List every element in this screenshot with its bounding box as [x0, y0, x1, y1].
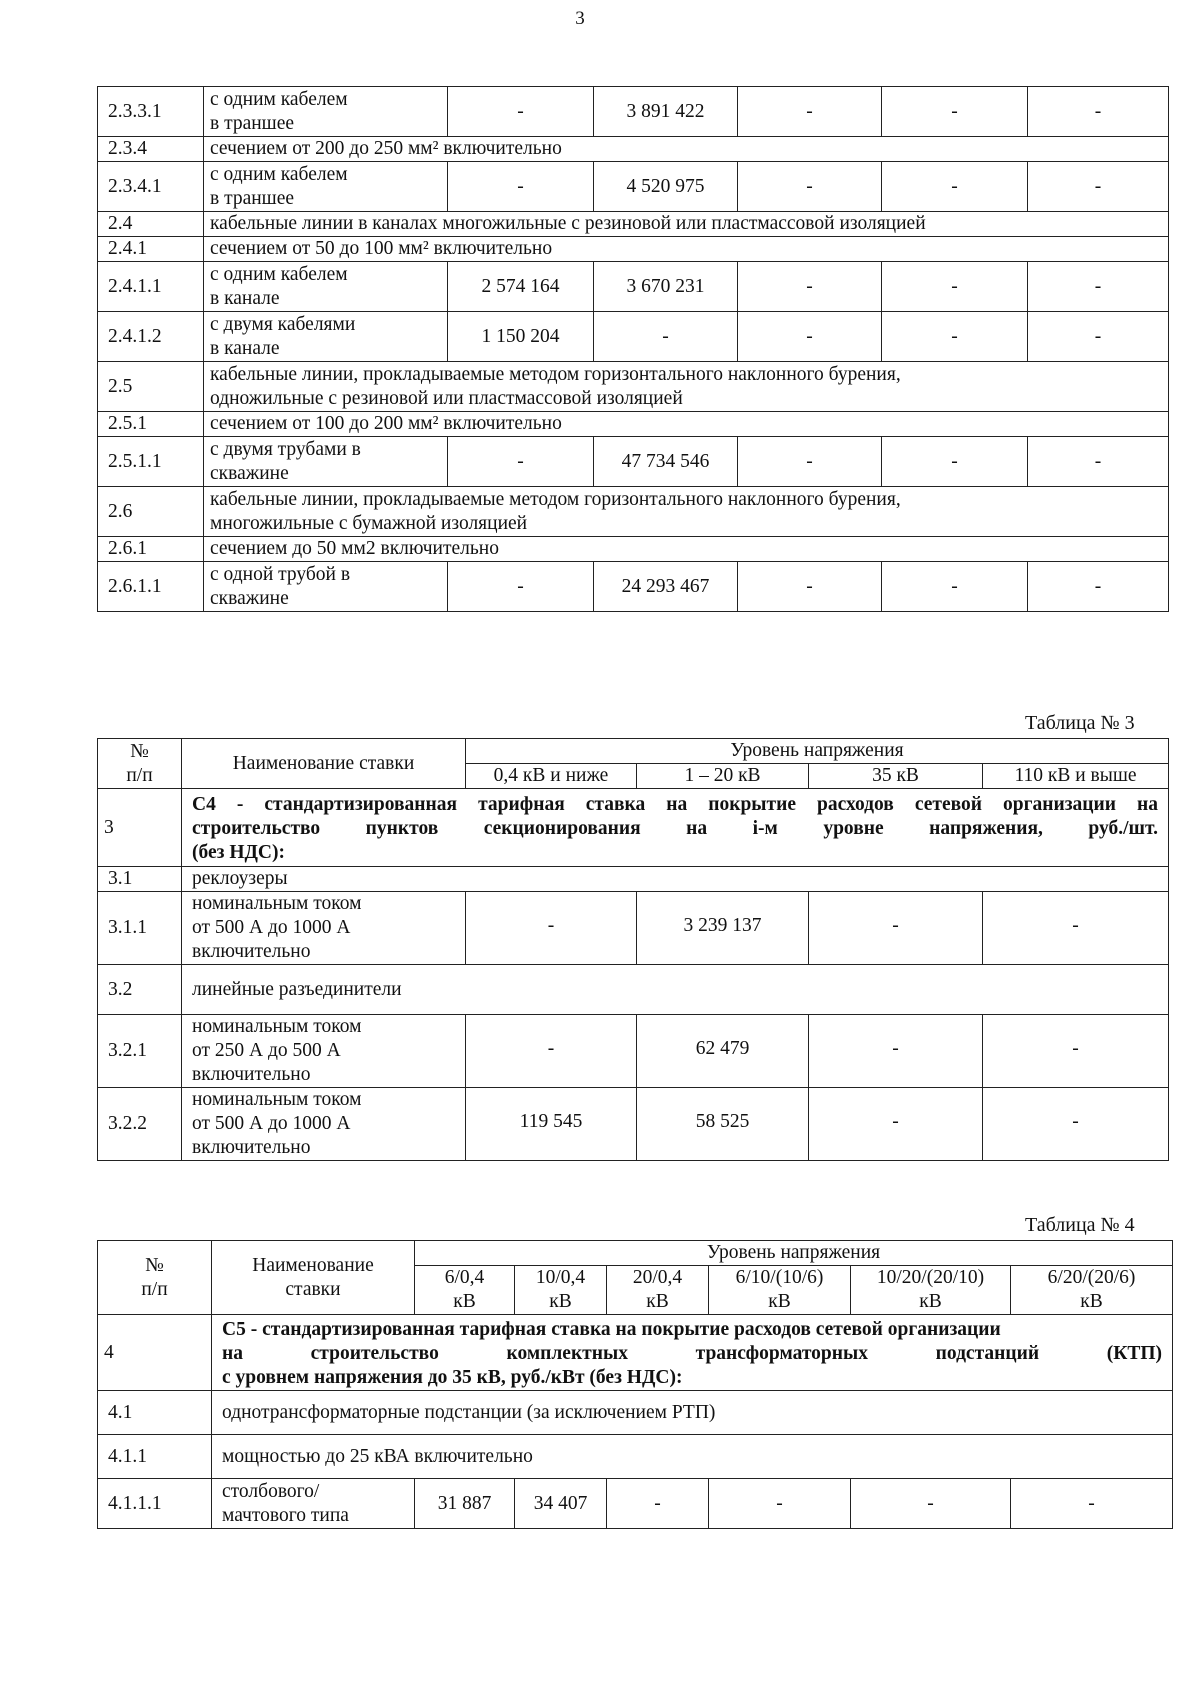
row-section-title: мощностью до 25 кВА включительно: [212, 1435, 1173, 1479]
header-num: [98, 739, 182, 789]
section-num: 3: [98, 789, 182, 867]
row-name-line: столбового/: [222, 1480, 320, 1502]
row-name-line: включительно: [192, 941, 311, 962]
table-3-header-row-1: [98, 739, 1169, 764]
row-name-line: в канале: [210, 337, 280, 359]
row-section-title: сечением до 50 мм2 включительно: [204, 537, 1169, 562]
row-name-line: включительно: [192, 1064, 311, 1085]
header-level-unit: кВ: [919, 1291, 942, 1312]
row-section-title: сечением от 200 до 250 мм² включительно: [204, 137, 1169, 162]
row-value: 3 891 422: [594, 87, 738, 137]
header-name: [212, 1241, 415, 1315]
header-level: [415, 1266, 515, 1315]
table-row: [98, 137, 1169, 162]
section-title: [182, 789, 1169, 867]
row-value: -: [882, 262, 1028, 312]
row-number: 2.3.4.1: [98, 162, 204, 212]
table-3-section-row: [98, 789, 1169, 867]
row-section-line: многожильные с бумажной изоляцией: [210, 512, 528, 534]
header-level: [851, 1266, 1011, 1315]
table-4: [97, 1240, 1173, 1529]
row-name: [204, 162, 448, 212]
header-num-label: п/п: [126, 764, 153, 786]
header-level-unit: кВ: [768, 1291, 791, 1312]
table-row: [98, 1391, 1173, 1435]
row-number: 2.6.1.1: [98, 562, 204, 612]
row-value: 24 293 467: [594, 562, 738, 612]
row-value: -: [1028, 562, 1169, 612]
row-name-line: с двумя кабелями: [210, 313, 356, 335]
row-value: -: [738, 262, 882, 312]
row-number: 2.6.1: [98, 537, 204, 562]
table-row: [98, 1435, 1173, 1479]
row-name-line: номинальным током: [192, 1016, 362, 1037]
row-value: -: [882, 562, 1028, 612]
row-value: -: [983, 1088, 1169, 1161]
table-row: [98, 162, 1169, 212]
row-value: 47 734 546: [594, 437, 738, 487]
row-section-line: одножильные с резиновой или пластмассовой изоляцией: [210, 387, 683, 409]
table-row: [98, 212, 1169, 237]
row-number: 3.2.2: [98, 1088, 182, 1161]
header-level-value: 20/0,4: [632, 1267, 683, 1288]
row-value: -: [466, 1015, 637, 1088]
row-value: -: [738, 162, 882, 212]
row-value: -: [983, 892, 1169, 965]
header-level-unit: кВ: [549, 1291, 572, 1312]
row-number: 2.6: [98, 487, 204, 537]
row-number: 2.3.3.1: [98, 87, 204, 137]
row-name-line: от 250 А до 500 А: [192, 1040, 341, 1061]
row-value: -: [882, 437, 1028, 487]
row-section-line: кабельные линии, прокладываемые методом горизонтального наклонного бурения,: [210, 363, 901, 385]
row-value: -: [1028, 437, 1169, 487]
section-title-line: С4 - стандартизированная тарифная ставка на покрытие расходов сетевой организации на: [192, 793, 1158, 815]
row-name-line: с двумя трубами в: [210, 438, 361, 460]
row-value: -: [448, 562, 594, 612]
section-num: 4: [98, 1315, 212, 1391]
row-value: -: [1028, 262, 1169, 312]
row-name-line: номинальным током: [192, 1089, 362, 1110]
row-name-line: скважине: [210, 587, 289, 609]
row-section-title: [204, 487, 1169, 537]
row-value: 34 407: [515, 1479, 607, 1529]
table-4-section-row: [98, 1315, 1173, 1391]
row-name-line: с одной трубой в: [210, 563, 351, 585]
row-value: 31 887: [415, 1479, 515, 1529]
header-level: 35 кВ: [809, 764, 983, 789]
row-value: -: [1028, 87, 1169, 137]
row-number: 2.4.1: [98, 237, 204, 262]
table-row: [98, 1015, 1169, 1088]
row-section-title: [204, 362, 1169, 412]
section-title-line: С5 - стандартизированная тарифная ставка на покрытие расходов сетевой организации: [222, 1318, 1001, 1340]
row-value: -: [882, 312, 1028, 362]
header-voltage-group: Уровень напряжения: [415, 1241, 1173, 1266]
row-number: 3.2: [98, 965, 182, 1015]
table-row: [98, 867, 1169, 892]
row-number: 2.4.1.2: [98, 312, 204, 362]
row-value: -: [738, 87, 882, 137]
row-section-line: кабельные линии, прокладываемые методом горизонтального наклонного бурения,: [210, 488, 901, 510]
header-level: [709, 1266, 851, 1315]
header-name-line: ставки: [285, 1278, 341, 1300]
table-3-caption: Таблица № 3: [1025, 712, 1135, 734]
table-row: [98, 312, 1169, 362]
row-name: [212, 1479, 415, 1529]
table-row: [98, 487, 1169, 537]
row-name: [204, 87, 448, 137]
table-row: [98, 892, 1169, 965]
table-row: [98, 87, 1169, 137]
header-level: 110 кВ и выше: [983, 764, 1169, 789]
row-name: [182, 1088, 466, 1161]
row-number: 3.1.1: [98, 892, 182, 965]
row-name: [182, 892, 466, 965]
row-number: 3.1: [98, 867, 182, 892]
table-4-caption: Таблица № 4: [1025, 1214, 1135, 1236]
row-name-line: в траншее: [210, 187, 295, 209]
row-name-line: от 500 А до 1000 А: [192, 1113, 351, 1134]
row-value: 119 545: [466, 1088, 637, 1161]
table-row: [98, 1088, 1169, 1161]
row-name-line: мачтового типа: [222, 1504, 349, 1526]
row-value: -: [594, 312, 738, 362]
header-name-line: Наименование: [252, 1254, 374, 1276]
row-name-line: с одним кабелем: [210, 263, 348, 285]
section-title-line: на строительство комплектных трансформаторных подстанций (КТП): [222, 1342, 1163, 1364]
header-level: [607, 1266, 709, 1315]
table-row: [98, 1479, 1173, 1529]
header-name: Наименование ставки: [182, 739, 466, 789]
row-number: 2.5: [98, 362, 204, 412]
row-name-line: включительно: [192, 1137, 311, 1158]
header-level: 0,4 кВ и ниже: [466, 764, 637, 789]
row-name: [204, 562, 448, 612]
row-value: 3 670 231: [594, 262, 738, 312]
row-value: -: [738, 312, 882, 362]
row-value: -: [809, 1015, 983, 1088]
row-number: 2.4: [98, 212, 204, 237]
row-name-line: номинальным током: [192, 893, 362, 914]
header-level-value: 6/10/(10/6): [735, 1267, 824, 1288]
header-level: [515, 1266, 607, 1315]
row-value: -: [851, 1479, 1011, 1529]
row-number: 2.3.4: [98, 137, 204, 162]
row-number: 2.5.1.1: [98, 437, 204, 487]
row-name-line: в канале: [210, 287, 280, 309]
row-value: -: [466, 892, 637, 965]
row-value: -: [709, 1479, 851, 1529]
row-value: 1 150 204: [448, 312, 594, 362]
header-level-unit: кВ: [646, 1291, 669, 1312]
row-name-line: скважине: [210, 462, 289, 484]
row-value: -: [448, 87, 594, 137]
row-name: [204, 262, 448, 312]
row-section-title: реклоузеры: [182, 867, 1169, 892]
header-level-value: 10/0,4: [535, 1267, 586, 1288]
row-value: -: [448, 162, 594, 212]
row-value: -: [809, 892, 983, 965]
row-section-title: сечением от 100 до 200 мм² включительно: [204, 412, 1169, 437]
header-num-label: п/п: [141, 1278, 168, 1300]
row-name-line: с одним кабелем: [210, 88, 348, 110]
table-row: [98, 537, 1169, 562]
table-row: [98, 262, 1169, 312]
table-3: [97, 738, 1169, 1161]
table-row: [98, 362, 1169, 412]
row-value: 62 479: [637, 1015, 809, 1088]
section-title-line: (без НДС):: [192, 841, 286, 863]
header-voltage-group: Уровень напряжения: [466, 739, 1169, 764]
header-num: [98, 1241, 212, 1315]
table-row: [98, 237, 1169, 262]
row-value: -: [607, 1479, 709, 1529]
row-name-line: от 500 А до 1000 А: [192, 917, 351, 938]
table-row: [98, 437, 1169, 487]
section-title-line: строительство пунктов секционирования на i-м уровне напряжения, руб./шт.: [192, 817, 1158, 839]
header-level: [1011, 1266, 1173, 1315]
section-title: [212, 1315, 1173, 1391]
header-level-value: 6/20/(20/6): [1047, 1267, 1136, 1288]
row-section-title: кабельные линии в каналах многожильные с резиновой или пластмассовой изоляцией: [204, 212, 1169, 237]
row-value: 58 525: [637, 1088, 809, 1161]
row-name: [204, 312, 448, 362]
row-name-line: в траншее: [210, 112, 295, 134]
header-level-value: 6/0,4: [444, 1267, 485, 1288]
row-name: [204, 437, 448, 487]
header-level-unit: кВ: [453, 1291, 476, 1312]
row-value: -: [738, 562, 882, 612]
row-name-line: с одним кабелем: [210, 163, 348, 185]
row-number: 3.2.1: [98, 1015, 182, 1088]
header-level-unit: кВ: [1080, 1291, 1103, 1312]
header-num-symbol: №: [130, 740, 149, 762]
row-number: 4.1.1: [98, 1435, 212, 1479]
row-number: 2.5.1: [98, 412, 204, 437]
row-value: -: [809, 1088, 983, 1161]
table-row: [98, 562, 1169, 612]
row-value: -: [738, 437, 882, 487]
row-value: -: [1011, 1479, 1173, 1529]
row-value: -: [448, 437, 594, 487]
row-section-title: линейные разъединители: [182, 965, 1169, 1015]
table-2-continuation: [97, 86, 1169, 612]
row-value: -: [983, 1015, 1169, 1088]
row-value: 4 520 975: [594, 162, 738, 212]
table-row: [98, 412, 1169, 437]
row-number: 2.4.1.1: [98, 262, 204, 312]
table-4-header-row-1: [98, 1241, 1173, 1266]
row-value: -: [882, 87, 1028, 137]
row-value: 2 574 164: [448, 262, 594, 312]
header-num-symbol: №: [145, 1254, 164, 1276]
header-level: 1 – 20 кВ: [637, 764, 809, 789]
row-number: 4.1.1.1: [98, 1479, 212, 1529]
row-section-title: сечением от 50 до 100 мм² включительно: [204, 237, 1169, 262]
row-value: 3 239 137: [637, 892, 809, 965]
row-value: -: [882, 162, 1028, 212]
row-value: -: [1028, 312, 1169, 362]
header-level-value: 10/20/(20/10): [876, 1267, 985, 1288]
row-name: [182, 1015, 466, 1088]
row-section-title: однотрансформаторные подстанции (за исключением РТП): [212, 1391, 1173, 1435]
page-number: 3: [575, 8, 585, 29]
row-number: 4.1: [98, 1391, 212, 1435]
section-title-line: с уровнем напряжения до 35 кВ, руб./кВт (без НДС):: [222, 1366, 683, 1388]
row-value: -: [1028, 162, 1169, 212]
table-row: [98, 965, 1169, 1015]
